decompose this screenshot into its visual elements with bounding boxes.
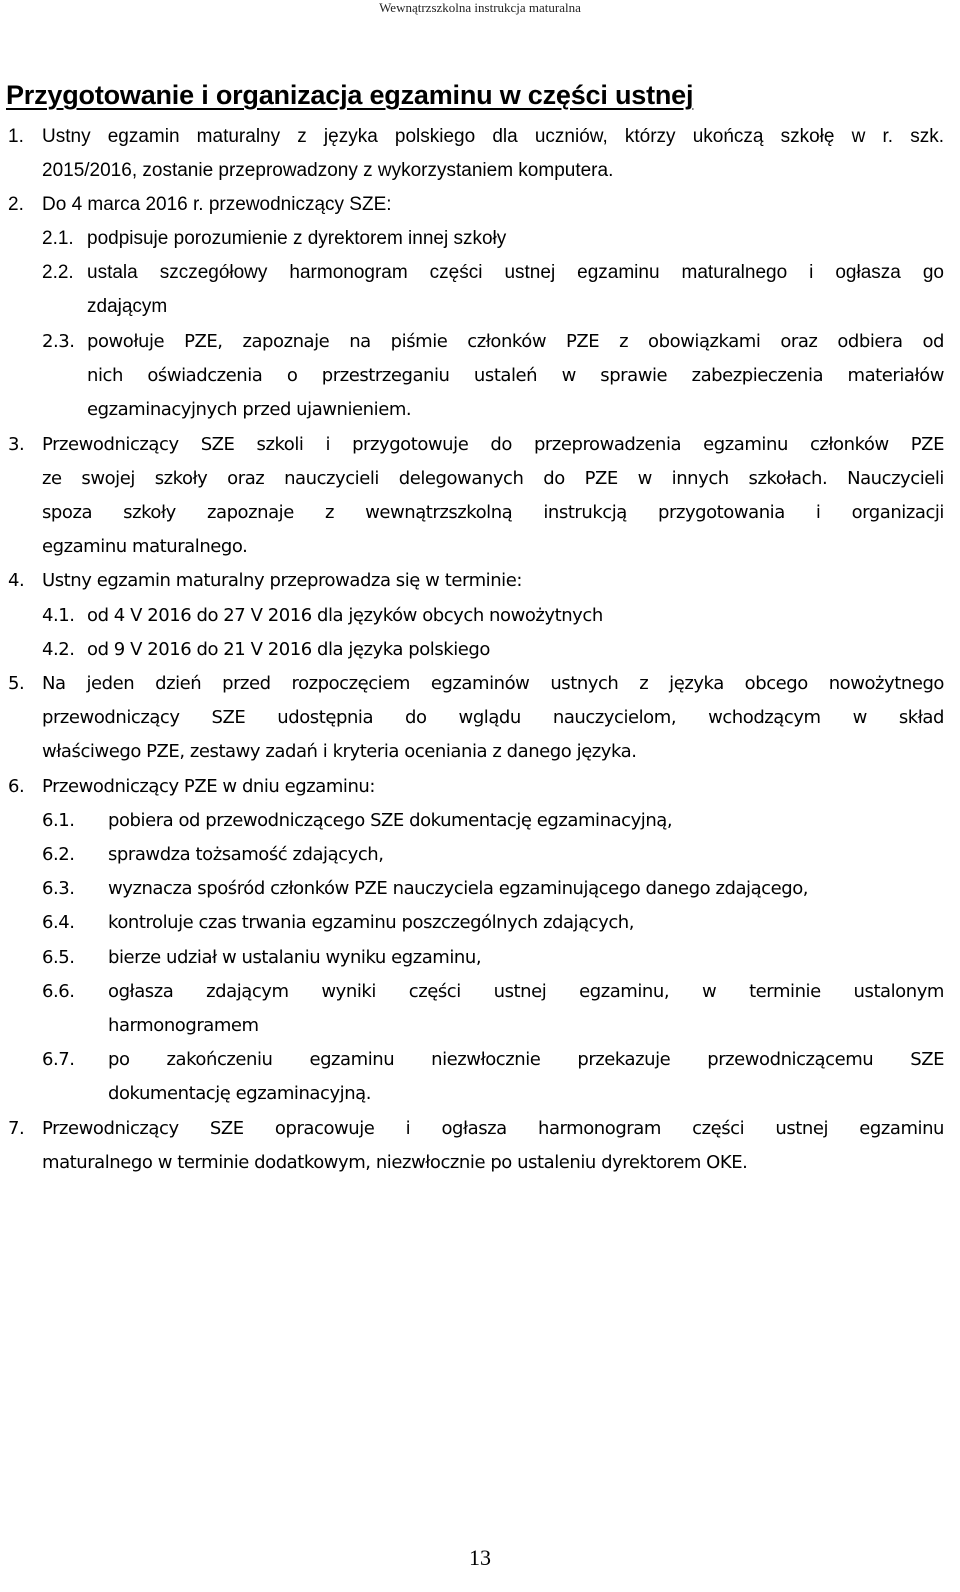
item-text-line: nich oświadczenia o przestrzeganiu ustaleń w sprawie zabezpieczenia materiałów: [87, 365, 944, 387]
item-text-line: Na jeden dzień przed rozpoczęciem egzaminów ustnych z języka obcego nowożytnego: [42, 673, 944, 695]
item-text: bierze udział w ustalaniu wyniku egzaminu,: [108, 946, 482, 968]
item-number: 4.: [8, 570, 25, 592]
item-text: Do 4 marca 2016 r. przewodniczący SZE:: [42, 194, 392, 215]
numbered-list: [0, 120, 960, 1180]
item-number: 1.: [8, 126, 24, 147]
item-text-line: 2015/2016, zostanie przeprowadzony z wykorzystaniem komputera.: [42, 160, 614, 181]
list-item-2-3: [0, 325, 944, 428]
item-text-line: spoza szkoły zapoznaje z wewnątrzszkolną instrukcją przygotowania i organizacji: [42, 502, 944, 524]
item-text-line: egzaminacyjnych przed ujawnieniem.: [87, 399, 412, 421]
item-text: od 9 V 2016 do 21 V 2016 dla języka polskiego: [87, 638, 490, 660]
item-text-line: harmonogramem: [108, 1015, 259, 1037]
item-number: 2.3.: [42, 331, 75, 352]
item-text-line: przewodniczący SZE udostępnia do wglądu nauczycielom, wchodzącym w skład: [42, 707, 944, 729]
item-number: 7.: [8, 1117, 25, 1139]
list-item-6-5: [0, 941, 960, 975]
item-number: 6.1.: [42, 809, 75, 831]
item-text-line: właściwego PZE, zestawy zadań i kryteria oceniania z danego języka.: [42, 741, 637, 763]
item-number: 2.2.: [42, 262, 74, 283]
running-header: Wewnątrzszkolna instrukcja maturalna: [379, 0, 581, 15]
item-number: 6.: [8, 775, 25, 797]
list-item-2-1: [0, 222, 960, 256]
item-number: 4.2.: [42, 638, 75, 660]
item-text-line: powołuje PZE, zapoznaje na piśmie członków PZE z obowiązkami oraz odbiera od: [87, 331, 944, 352]
item-text-line: zdającym: [87, 296, 168, 317]
section-title: Przygotowanie i organizacja egzaminu w części ustnej: [6, 80, 694, 110]
item-number: 6.4.: [42, 912, 75, 934]
item-text: pobiera od przewodniczącego SZE dokumentację egzaminacyjną,: [108, 809, 673, 831]
list-item-5: [0, 667, 944, 770]
item-text: sprawdza tożsamość zdających,: [108, 844, 384, 866]
item-text-line: Przewodniczący SZE opracowuje i ogłasza harmonogram części ustnej egzaminu: [42, 1117, 944, 1139]
item-text-line: maturalnego w terminie dodatkowym, niezwłocznie po ustaleniu dyrektorem OKE.: [42, 1151, 748, 1173]
item-text: od 4 V 2016 do 27 V 2016 dla języków obcych nowożytnych: [87, 604, 603, 626]
list-item-6-1: [0, 804, 960, 838]
list-item-3: [0, 428, 944, 565]
list-item-6-3: [0, 872, 960, 906]
list-item-4: [0, 564, 960, 598]
item-text: podpisuje porozumienie z dyrektorem innej szkoły: [87, 228, 507, 249]
list-item-6-6: [0, 975, 944, 1043]
list-item-4-1: [0, 599, 960, 633]
item-text-line: ze swojej szkoły oraz nauczycieli delegowanych do PZE w innych szkołach. Nauczycieli: [42, 467, 944, 489]
item-number: 5.: [8, 673, 25, 695]
item-number: 6.7.: [42, 1049, 75, 1071]
item-number: 6.2.: [42, 844, 75, 866]
item-text-line: egzaminu maturalnego.: [42, 536, 248, 558]
list-item-6: [0, 770, 960, 804]
page-number: 13: [469, 1545, 491, 1570]
item-text: wyznacza spośród członków PZE nauczyciela egzaminującego danego zdającego,: [108, 878, 809, 900]
item-number: 6.5.: [42, 946, 75, 968]
item-text: Ustny egzamin maturalny przeprowadza się w terminie:: [42, 570, 522, 592]
item-text-line: ustala szczegółowy harmonogram części ustnej egzaminu maturalnego i ogłasza go: [87, 262, 944, 283]
item-number: 2.: [8, 194, 24, 215]
item-text-line: ogłasza zdającym wyniki części ustnej egzaminu, w terminie ustalonym: [108, 980, 944, 1002]
list-item-4-2: [0, 633, 960, 667]
list-item-2-2: [0, 256, 944, 324]
item-text-line: Ustny egzamin maturalny z języka polskiego dla uczniów, którzy ukończą szkołę w r. szk.: [42, 126, 944, 147]
item-number: 4.1.: [42, 604, 75, 626]
item-text: kontroluje czas trwania egzaminu poszczególnych zdających,: [108, 912, 635, 934]
list-item-1: [0, 120, 944, 188]
item-number: 6.3.: [42, 878, 75, 900]
item-text: Przewodniczący PZE w dniu egzaminu:: [42, 775, 376, 797]
list-item-6-4: [0, 906, 960, 940]
item-number: 3.: [8, 433, 25, 455]
item-number: 2.1.: [42, 228, 74, 249]
list-item-7: [0, 1112, 944, 1180]
list-item-2: [0, 188, 960, 222]
item-text-line: dokumentację egzaminacyjną.: [108, 1083, 372, 1105]
list-item-6-7: [0, 1043, 944, 1111]
item-text-line: po zakończeniu egzaminu niezwłocznie przekazuje przewodniczącemu SZE: [108, 1049, 944, 1071]
item-number: 6.6.: [42, 980, 75, 1002]
item-text-line: Przewodniczący SZE szkoli i przygotowuje do przeprowadzenia egzaminu członków PZE: [42, 433, 944, 455]
list-item-6-2: [0, 838, 960, 872]
